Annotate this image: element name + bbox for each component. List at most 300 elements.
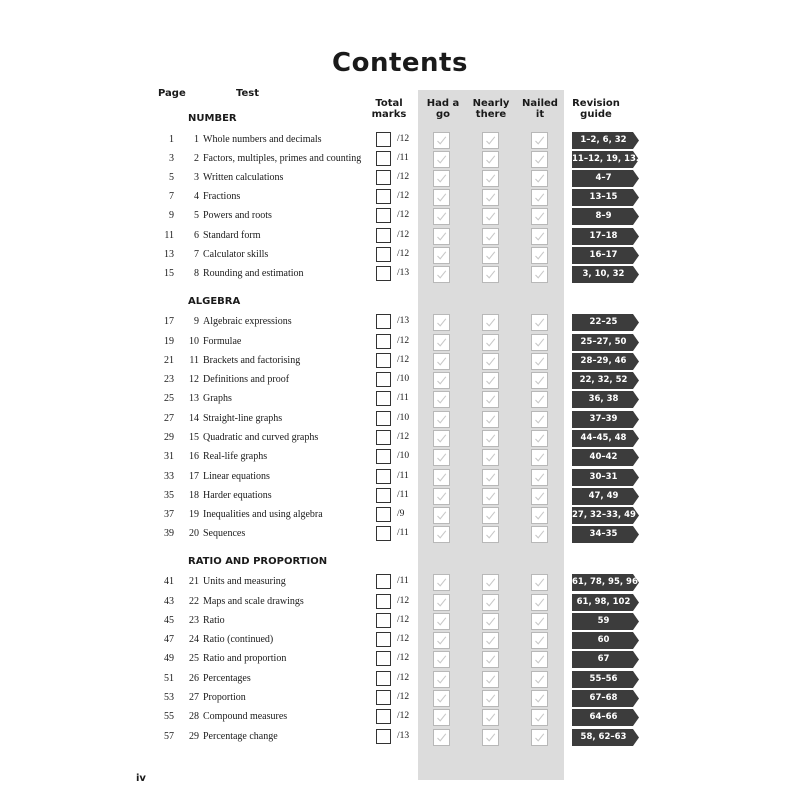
tick-icon (436, 452, 447, 463)
tick-icon (436, 472, 447, 483)
nearly-there-checkbox[interactable] (482, 266, 499, 283)
had-a-go-checkbox[interactable] (433, 526, 450, 543)
tick-icon (436, 577, 447, 588)
page-number: 27 (164, 413, 174, 424)
header-nearly-there-line1: Nearly (472, 98, 510, 109)
nearly-there-checkbox[interactable] (482, 170, 499, 187)
test-number: 17 (189, 471, 199, 482)
tick-icon (436, 693, 447, 704)
tick-icon (485, 192, 496, 203)
tick-icon (436, 433, 447, 444)
tick-icon (534, 375, 545, 386)
tick-icon (534, 211, 545, 222)
revision-guide-arrow (572, 314, 640, 331)
nearly-there-checkbox[interactable] (482, 507, 499, 524)
tick-icon (436, 394, 447, 405)
tick-icon (436, 211, 447, 222)
test-name: Maps and scale drawings (203, 596, 304, 607)
revision-guide-pages: 37–39 (589, 414, 618, 424)
nearly-there-checkbox[interactable] (482, 208, 499, 225)
total-marks-box[interactable] (376, 574, 391, 589)
test-number: 1 (194, 134, 199, 145)
nailed-it-checkbox[interactable] (531, 709, 548, 726)
nailed-it-checkbox[interactable] (531, 372, 548, 389)
header-had-a-go-line2: go (435, 109, 451, 120)
test-number: 9 (194, 316, 199, 327)
revision-guide-pages: 13–15 (589, 192, 618, 202)
tick-icon (534, 674, 545, 685)
total-marks-box[interactable] (376, 488, 391, 503)
tick-icon (436, 635, 447, 646)
nailed-it-checkbox[interactable] (531, 189, 548, 206)
header-total-marks-line1: Total (375, 98, 403, 109)
revision-guide-arrow (572, 228, 640, 245)
revision-guide-pages: 36, 38 (588, 394, 619, 404)
contents-row (0, 390, 800, 409)
test-number: 12 (189, 374, 199, 385)
nearly-there-checkbox[interactable] (482, 411, 499, 428)
nailed-it-checkbox[interactable] (531, 729, 548, 746)
revision-guide-arrow (572, 372, 640, 389)
test-number: 15 (189, 432, 199, 443)
tick-icon (485, 452, 496, 463)
total-marks-box[interactable] (376, 411, 391, 426)
total-marks-value: /12 (397, 191, 410, 201)
page-number: 25 (164, 393, 174, 404)
revision-guide-arrow (572, 651, 640, 668)
had-a-go-checkbox[interactable] (433, 430, 450, 447)
tick-icon (534, 654, 545, 665)
test-name: Definitions and proof (203, 374, 290, 385)
had-a-go-checkbox[interactable] (433, 594, 450, 611)
page-number: 53 (164, 692, 174, 703)
test-number: 13 (189, 393, 199, 404)
tick-icon (534, 414, 545, 425)
tick-icon (436, 732, 447, 743)
contents-row (0, 429, 800, 448)
revision-guide-pages: 47, 49 (588, 491, 619, 501)
tick-icon (485, 732, 496, 743)
tick-icon (485, 529, 496, 540)
total-marks-box[interactable] (376, 729, 391, 744)
contents-row (0, 631, 800, 650)
nearly-there-checkbox[interactable] (482, 391, 499, 408)
tick-icon (436, 674, 447, 685)
had-a-go-checkbox[interactable] (433, 372, 450, 389)
page-number: 11 (164, 230, 174, 241)
nailed-it-checkbox[interactable] (531, 671, 548, 688)
revision-guide-pages: 17–18 (589, 231, 618, 241)
nailed-it-checkbox[interactable] (531, 507, 548, 524)
nearly-there-checkbox[interactable] (482, 353, 499, 370)
test-name: Graphs (203, 393, 232, 404)
page-number: 21 (164, 355, 174, 366)
tick-icon (436, 154, 447, 165)
nailed-it-checkbox[interactable] (531, 391, 548, 408)
had-a-go-checkbox[interactable] (433, 469, 450, 486)
nailed-it-checkbox[interactable] (531, 690, 548, 707)
had-a-go-checkbox[interactable] (433, 189, 450, 206)
nailed-it-checkbox[interactable] (531, 266, 548, 283)
nailed-it-checkbox[interactable] (531, 632, 548, 649)
page-number: 7 (169, 191, 174, 202)
had-a-go-checkbox[interactable] (433, 208, 450, 225)
nailed-it-checkbox[interactable] (531, 411, 548, 428)
test-number: 22 (189, 596, 199, 607)
revision-guide-pages: 8–9 (595, 211, 612, 221)
had-a-go-checkbox[interactable] (433, 228, 450, 245)
total-marks-box[interactable] (376, 507, 391, 522)
nailed-it-checkbox[interactable] (531, 247, 548, 264)
had-a-go-checkbox[interactable] (433, 151, 450, 168)
nearly-there-checkbox[interactable] (482, 151, 499, 168)
nearly-there-checkbox[interactable] (482, 314, 499, 331)
nailed-it-checkbox[interactable] (531, 132, 548, 149)
section-heading-ratio-and-proportion: RATIO AND PROPORTION (188, 556, 328, 567)
tick-icon (485, 491, 496, 502)
total-marks-box[interactable] (376, 651, 391, 666)
header-test: Test (236, 88, 260, 99)
test-name: Real-life graphs (203, 451, 268, 462)
total-marks-box[interactable] (376, 334, 391, 349)
nailed-it-checkbox[interactable] (531, 208, 548, 225)
contents-row (0, 131, 800, 150)
total-marks-box[interactable] (376, 690, 391, 705)
page-number: 35 (164, 490, 174, 501)
tick-icon (534, 597, 545, 608)
total-marks-box[interactable] (376, 632, 391, 647)
nailed-it-checkbox[interactable] (531, 594, 548, 611)
test-name: Units and measuring (203, 576, 286, 587)
revision-guide-arrow (572, 469, 640, 486)
tick-icon (436, 616, 447, 627)
total-marks-value: /12 (397, 210, 410, 220)
header-total-marks-line2: marks (371, 109, 407, 120)
header-nearly-there (466, 98, 516, 120)
nailed-it-checkbox[interactable] (531, 526, 548, 543)
tick-icon (485, 654, 496, 665)
test-number: 4 (194, 191, 199, 202)
total-marks-box[interactable] (376, 391, 391, 406)
tick-icon (485, 635, 496, 646)
nearly-there-checkbox[interactable] (482, 632, 499, 649)
nearly-there-checkbox[interactable] (482, 709, 499, 726)
nearly-there-checkbox[interactable] (482, 228, 499, 245)
header-nearly-there-line2: there (475, 109, 507, 120)
page-number: 17 (164, 316, 174, 327)
test-number: 3 (194, 172, 199, 183)
had-a-go-checkbox[interactable] (433, 709, 450, 726)
total-marks-value: /12 (397, 249, 410, 259)
tick-icon (485, 693, 496, 704)
total-marks-box[interactable] (376, 449, 391, 464)
tick-icon (534, 135, 545, 146)
contents-row (0, 650, 800, 669)
tick-icon (485, 577, 496, 588)
nailed-it-checkbox[interactable] (531, 228, 548, 245)
had-a-go-checkbox[interactable] (433, 488, 450, 505)
page-number: 45 (164, 615, 174, 626)
tick-icon (436, 375, 447, 386)
tick-icon (485, 356, 496, 367)
tick-icon (436, 529, 447, 540)
total-marks-box[interactable] (376, 526, 391, 541)
test-number: 25 (189, 653, 199, 664)
test-name: Ratio and proportion (203, 653, 287, 664)
had-a-go-checkbox[interactable] (433, 449, 450, 466)
had-a-go-checkbox[interactable] (433, 411, 450, 428)
nearly-there-checkbox[interactable] (482, 671, 499, 688)
nailed-it-checkbox[interactable] (531, 314, 548, 331)
had-a-go-checkbox[interactable] (433, 266, 450, 283)
revision-guide-pages: 67–68 (589, 693, 618, 703)
revision-guide-arrow (572, 526, 640, 543)
page-number: 5 (169, 172, 174, 183)
tick-icon (436, 654, 447, 665)
tick-icon (485, 674, 496, 685)
tick-icon (436, 173, 447, 184)
nailed-it-checkbox[interactable] (531, 488, 548, 505)
test-number: 7 (194, 249, 199, 260)
header-total-marks (366, 98, 412, 120)
test-number: 19 (189, 509, 199, 520)
had-a-go-checkbox[interactable] (433, 671, 450, 688)
total-marks-value: /12 (397, 615, 410, 625)
nearly-there-checkbox[interactable] (482, 372, 499, 389)
test-name: Inequalities and using algebra (203, 509, 323, 520)
header-nailed-it-line1: Nailed (522, 98, 558, 109)
tick-icon (534, 154, 545, 165)
total-marks-value: /11 (397, 490, 409, 500)
nearly-there-checkbox[interactable] (482, 651, 499, 668)
test-number: 6 (194, 230, 199, 241)
contents-row (0, 265, 800, 284)
total-marks-value: /12 (397, 711, 410, 721)
total-marks-box[interactable] (376, 709, 391, 724)
contents-row (0, 169, 800, 188)
nearly-there-checkbox[interactable] (482, 690, 499, 707)
total-marks-box[interactable] (376, 132, 391, 147)
test-name: Fractions (203, 191, 241, 202)
revision-guide-arrow (572, 430, 640, 447)
total-marks-box[interactable] (376, 613, 391, 628)
total-marks-box[interactable] (376, 208, 391, 223)
tick-icon (485, 375, 496, 386)
total-marks-box[interactable] (376, 189, 391, 204)
nearly-there-checkbox[interactable] (482, 729, 499, 746)
total-marks-box[interactable] (376, 671, 391, 686)
had-a-go-checkbox[interactable] (433, 651, 450, 668)
nearly-there-checkbox[interactable] (482, 594, 499, 611)
total-marks-value: /11 (397, 393, 409, 403)
nailed-it-checkbox[interactable] (531, 574, 548, 591)
tick-icon (436, 135, 447, 146)
revision-guide-arrow (572, 632, 640, 649)
total-marks-box[interactable] (376, 151, 391, 166)
revision-guide-arrow (572, 189, 640, 206)
contents-row (0, 708, 800, 727)
page-number: 39 (164, 528, 174, 539)
tick-icon (534, 491, 545, 502)
nailed-it-checkbox[interactable] (531, 469, 548, 486)
total-marks-value: /12 (397, 172, 410, 182)
test-number: 11 (189, 355, 199, 366)
revision-guide-pages: 30–31 (589, 472, 618, 482)
revision-guide-arrow (572, 671, 640, 688)
test-name: Rounding and estimation (203, 268, 304, 279)
test-number: 23 (189, 615, 199, 626)
had-a-go-checkbox[interactable] (433, 729, 450, 746)
nearly-there-checkbox[interactable] (482, 430, 499, 447)
total-marks-value: /12 (397, 336, 410, 346)
nearly-there-checkbox[interactable] (482, 526, 499, 543)
test-name: Factors, multiples, primes and counting (203, 153, 362, 164)
contents-row (0, 333, 800, 352)
total-marks-box[interactable] (376, 170, 391, 185)
total-marks-box[interactable] (376, 372, 391, 387)
test-name: Compound measures (203, 711, 288, 722)
revision-guide-arrow (572, 729, 640, 746)
tick-icon (436, 337, 447, 348)
contents-row (0, 689, 800, 708)
page-number: 51 (164, 673, 174, 684)
nearly-there-checkbox[interactable] (482, 189, 499, 206)
had-a-go-checkbox[interactable] (433, 314, 450, 331)
test-name: Proportion (203, 692, 246, 703)
revision-guide-arrow (572, 709, 640, 726)
test-name: Calculator skills (203, 249, 269, 260)
had-a-go-checkbox[interactable] (433, 613, 450, 630)
tick-icon (436, 510, 447, 521)
had-a-go-checkbox[interactable] (433, 632, 450, 649)
test-name: Percentage change (203, 731, 278, 742)
total-marks-box[interactable] (376, 314, 391, 329)
test-name: Straight-line graphs (203, 413, 283, 424)
nailed-it-checkbox[interactable] (531, 151, 548, 168)
had-a-go-checkbox[interactable] (433, 132, 450, 149)
revision-guide-pages: 4–7 (595, 173, 612, 183)
tick-icon (436, 192, 447, 203)
tick-icon (485, 173, 496, 184)
tick-icon (534, 732, 545, 743)
total-marks-value: /13 (397, 731, 410, 741)
page-number: 43 (164, 596, 174, 607)
contents-row (0, 728, 800, 747)
tick-icon (534, 693, 545, 704)
nailed-it-checkbox[interactable] (531, 613, 548, 630)
revision-guide-pages: 59 (597, 616, 610, 626)
nearly-there-checkbox[interactable] (482, 574, 499, 591)
nearly-there-checkbox[interactable] (482, 247, 499, 264)
had-a-go-checkbox[interactable] (433, 391, 450, 408)
had-a-go-checkbox[interactable] (433, 574, 450, 591)
had-a-go-checkbox[interactable] (433, 507, 450, 524)
page-title: Contents (332, 48, 468, 78)
total-marks-value: /12 (397, 230, 410, 240)
nearly-there-checkbox[interactable] (482, 613, 499, 630)
nailed-it-checkbox[interactable] (531, 170, 548, 187)
contents-row (0, 593, 800, 612)
page-number: 55 (164, 711, 174, 722)
revision-guide-pages: 67 (597, 654, 610, 664)
nailed-it-checkbox[interactable] (531, 334, 548, 351)
header-nailed-it-line2: it (535, 109, 545, 120)
revision-guide-pages: 28–29, 46 (580, 356, 627, 366)
revision-guide-pages: 61, 78, 95, 96 (572, 577, 638, 587)
total-marks-value: /12 (397, 355, 410, 365)
had-a-go-checkbox[interactable] (433, 334, 450, 351)
total-marks-box[interactable] (376, 594, 391, 609)
total-marks-box[interactable] (376, 247, 391, 262)
total-marks-value: /10 (397, 374, 410, 384)
contents-row (0, 246, 800, 265)
test-name: Sequences (203, 528, 246, 539)
tick-icon (485, 337, 496, 348)
revision-guide-arrow (572, 690, 640, 707)
nailed-it-checkbox[interactable] (531, 449, 548, 466)
total-marks-box[interactable] (376, 228, 391, 243)
total-marks-box[interactable] (376, 353, 391, 368)
tick-icon (485, 394, 496, 405)
revision-guide-pages: 27, 32–33, 49 (572, 510, 636, 520)
had-a-go-checkbox[interactable] (433, 690, 450, 707)
test-number: 20 (189, 528, 199, 539)
contents-row (0, 448, 800, 467)
nearly-there-checkbox[interactable] (482, 132, 499, 149)
test-name: Written calculations (203, 172, 284, 183)
revision-guide-pages: 16–17 (589, 250, 618, 260)
nailed-it-checkbox[interactable] (531, 651, 548, 668)
tick-icon (436, 269, 447, 280)
tick-icon (534, 356, 545, 367)
revision-guide-pages: 34–35 (589, 529, 618, 539)
had-a-go-checkbox[interactable] (433, 170, 450, 187)
total-marks-box[interactable] (376, 469, 391, 484)
test-number: 10 (189, 336, 199, 347)
nearly-there-checkbox[interactable] (482, 449, 499, 466)
contents-row (0, 612, 800, 631)
header-revision-guide-line2: guide (580, 109, 612, 120)
test-number: 26 (189, 673, 199, 684)
tick-icon (436, 231, 447, 242)
revision-guide-arrow (572, 247, 640, 264)
tick-icon (485, 616, 496, 627)
total-marks-box[interactable] (376, 430, 391, 445)
nearly-there-checkbox[interactable] (482, 488, 499, 505)
had-a-go-checkbox[interactable] (433, 247, 450, 264)
page-number: 57 (164, 731, 174, 742)
total-marks-box[interactable] (376, 266, 391, 281)
tick-icon (485, 712, 496, 723)
page-number: 9 (169, 210, 174, 221)
tick-icon (485, 414, 496, 425)
nailed-it-checkbox[interactable] (531, 430, 548, 447)
tick-icon (485, 510, 496, 521)
header-page: Page (158, 88, 186, 99)
contents-row (0, 573, 800, 592)
nearly-there-checkbox[interactable] (482, 469, 499, 486)
tick-icon (534, 510, 545, 521)
header-had-a-go (419, 98, 467, 120)
nailed-it-checkbox[interactable] (531, 353, 548, 370)
test-number: 24 (189, 634, 199, 645)
tick-icon (534, 529, 545, 540)
total-marks-value: /12 (397, 134, 410, 144)
nearly-there-checkbox[interactable] (482, 334, 499, 351)
contents-row (0, 506, 800, 525)
had-a-go-checkbox[interactable] (433, 353, 450, 370)
test-name: Ratio (continued) (203, 634, 274, 645)
